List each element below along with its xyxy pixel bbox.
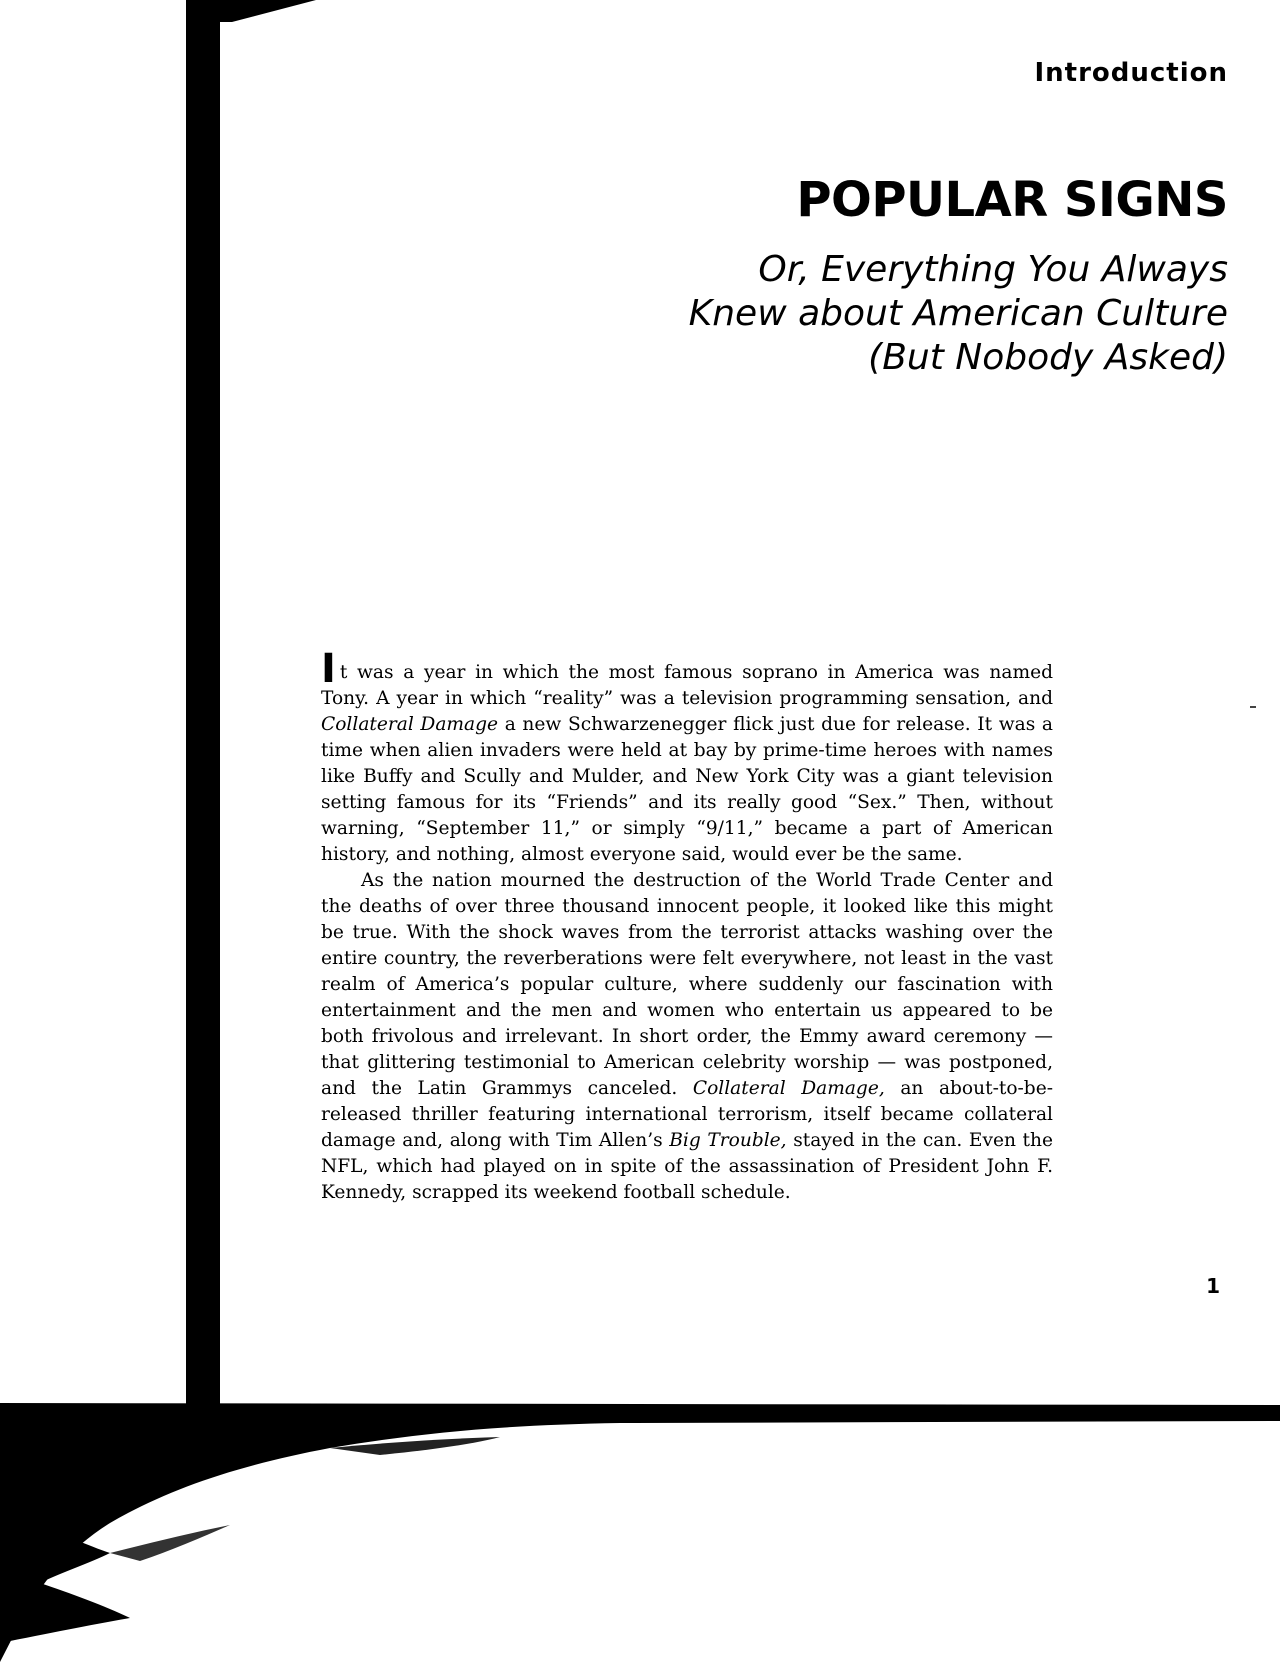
binding-shadow xyxy=(186,0,220,1412)
subtitle-line: (But Nobody Asked) xyxy=(868,337,1228,378)
scan-bottom-shadow xyxy=(0,1393,1280,1662)
text-run: As the nation mourned the destruction of the World Trade Center and the deaths of over three thousand innocent people, it looked like this might be true. With the shock waves from the terrorist attacks washing over the entire country, the reverberations were felt everywhere, not least in the vast realm of America’s popular culture, where suddenly our fascination with entertainment and the men and women who entertain us appeared to be both frivolous and irrelevant. In short order, the Emmy award ceremony — that glittering testimonial to American celebrity worship — was postponed, and the Latin Grammys canceled. xyxy=(321,870,1053,1099)
chapter-title: POPULAR SIGNS xyxy=(796,172,1228,228)
italic-title: Big Trouble, xyxy=(669,1130,787,1151)
paragraph-1 xyxy=(321,646,1053,868)
text-run: an about-to-be-released thriller featuring international terrorism, itself became collateral damage and, along with Tim Allen’s xyxy=(321,1078,1053,1151)
subtitle-line: Or, Everything You Always xyxy=(758,249,1228,290)
paragraph-2 xyxy=(321,868,1053,1206)
running-head: Introduction xyxy=(1034,58,1228,88)
page-number: 1 xyxy=(1206,1274,1220,1298)
text-run: a new Schwarzenegger flick just due for release. It was a time when alien invaders were held at bay by prime-time heroes with names like Buffy and Scully and Mulder, and New York City was a giant television setting famous for its “Friends” and its really good “Sex.” Then, without warning, “September 11,” or simply “9/11,” became a part of American history, and nothing, almost everyone said, would ever be the same. xyxy=(321,714,1053,865)
scan-speck xyxy=(1250,706,1256,708)
italic-title: Collateral Damage xyxy=(321,714,499,735)
italic-title: Collateral Damage, xyxy=(692,1078,885,1099)
chapter-subtitle xyxy=(608,248,1228,380)
scan-shadow-shape xyxy=(0,1393,1280,1662)
text-run: stayed in the can. Even the NFL, which had played on in spite of the assassination of President John F. Kennedy, scrapped its weekend football schedule. xyxy=(321,1130,1053,1203)
binding-shadow-top xyxy=(196,0,316,22)
subtitle-line: Knew about American Culture xyxy=(688,293,1228,334)
drop-cap: I xyxy=(321,646,336,692)
body-text xyxy=(321,646,1053,1206)
text-run: t was a year in which the most famous soprano in America was named Tony. A year in which “reality” was a television programming sensation, and xyxy=(321,662,1053,709)
